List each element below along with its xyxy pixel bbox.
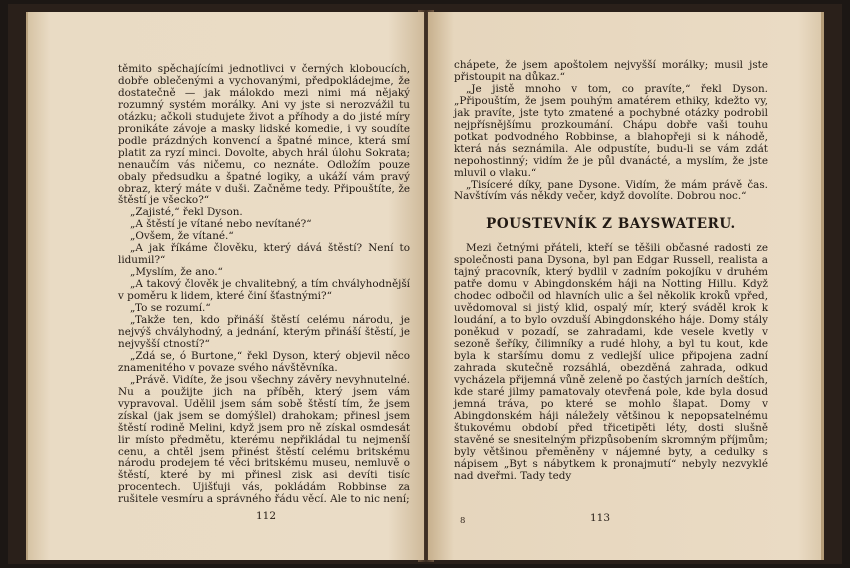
paragraph: těmito spěchajícími jednotlivci v černých kloboucích, dobře oblečenými a vychovanými, předpokládejme, že dostatečně — jak málokdo mezi nimi má nějaký rozumný systém morálky. Ani vy jste si nerozvážil tu otázku; ačkoli studujete život a příhody a do jisté míry pronikáte závoje a masky lidské komedie, i vy soudíte podle prázdných konvencí a špatné mince, která smí platit za ryzí minci. Dovolte, abych hrál úlohu Sokrata; nenaučím vás ničemu, co neznáte. Odložím pouze obaly předsudku a špatné logiky, a ukáží vám pravý obraz, který máte v duši. Začněme tedy. Připouštíte, že štěstí je všecko?“ (118, 63, 410, 207)
paragraph: „A jak říkáme člověku, který dává štěstí? Není to lidumil?“ (118, 242, 410, 267)
left-page-text (118, 64, 410, 506)
paragraph: „Takže ten, kdo přináší štěstí celému národu, je nejvýš chvályhodný, a jednání, kterým přináší štěstí, je nejvyšší ctností?“ (118, 314, 410, 350)
paragraph: „To se rozumí.“ (130, 302, 211, 315)
paragraph: Mezi četnými přáteli, kteří se těšili občasné radosti ze společnosti pana Dysona, byl pan Edgar Russell, realista a tajný pracovník, který bydlil v zadním pokojíku v druhém patře domu v Abingdonském háji na Notting Hillu. Když chodec odbočil od hlavních ulic a šel několik kroků vpřed, uvědomoval si jistý klid, ospalý mír, který sváděl krok k loudání, a to bylo ovzduší Abingdonského háje. Domy stály poněkud v pozadí, se zahradami, kde vesele kvetly v sezoně šeříky, čilimníky a rudé hlohy, a byl tu kout, kde byla k staršímu domu z vedlejší ulice připojena zadní zahrada skutečně rozsáhlá, obezděná zahrada, odkud vycházela přijemná vůně zeleně po častých jarních deštích, kde staré jilmy pamatovaly otevřená pole, kde byla dosud jemná tráva, po které se mohlo šlapat. Domy v Abingdonském háji náležely většinou k nepopsatelnému štukovému období před třicetipěti léty, dosti slušně stavěné se snesitelným přizpůsobením skromným příjmům; byly většinou přeměněny v nájemné byty, a cedulky s nápisem „Byt s nábytkem k pronajmutí“ nebyly nezvyklé nad dveřmi. Tady tedy (454, 242, 768, 482)
right-page-text (454, 60, 768, 482)
paragraph: „A takový člověk je chvalitebný, a tím chvályhodnější v poměru k lidem, které činí šťastnými?“ (118, 278, 410, 303)
right-page-text-before-heading (454, 60, 768, 203)
paragraph: „Zajisté,“ řekl Dyson. (130, 206, 243, 219)
right-page-text-after-heading (454, 243, 768, 482)
paragraph: chápete, že jsem apoštolem nejvyšší morálky; musil jste přistoupit na důkaz.“ (454, 59, 768, 83)
paragraph: „Myslím, že ano.“ (130, 266, 223, 279)
chapter-heading: POUSTEVNÍK Z BAYSWATERU. (486, 216, 736, 233)
open-book (8, 4, 842, 564)
paragraph: „Je jistě mnoho v tom, co pravíte,“ řekl Dyson. „Připouštím, že jsem pouhým amatérem ethiky, kdežto vy, jak pravíte, jste tyto zmatené a pochybné otázky podrobil nejpřísnějšímu prozkoumání. Chápu dobře vaši touhu potkat podvodného Robbinse, a blahopřeji si k náhodě, která nás seznámila. Ale odpustíte, budu-li se vám zdát nepohostinný; vidím že je půl dvanácté, a myslím, že jste mluvil o vlaku.“ (454, 82, 768, 179)
printer-signature-mark: 8 (460, 516, 466, 526)
left-page-number: 112 (256, 510, 277, 522)
paragraph: „Právě. Vidíte, že jsou všechny závěry nevyhnutelné. Nu a použijte jich na příběh, který jsem vám vypravoval. Udělil jsem sám sobě štěstí tím, že jsem získal (jak jsem se domýšlel) drahokam; přinesl jsem štěstí rodině Melini, když jsem pro ně získal osmdesát lir místo předmětu, kterému nepřikládal tu nejmenší cenu, a chtěl jsem přinést štěstí celému britskému národu prodejem té věci britskému museu, nemluvě o štěstí, které by mi přinesl zisk asi devíti tisíc procentech. Ujišťuji vás, pokládám Robbinse za rušitele vesmíru a správného řádu věcí. Ale to nic není; (118, 373, 410, 506)
paragraph: „A štěstí je vítané nebo nevítané?“ (130, 218, 312, 231)
paragraph: „Ovšem, že vítané.“ (130, 230, 234, 243)
left-page (26, 12, 424, 560)
right-page-number: 113 (590, 512, 611, 524)
paragraph: „Tisíceré díky, pane Dysone. Vidím, že mám právě čas. Navštívím vás někdy večer, když dovolíte. Dobrou noc.“ (454, 178, 768, 203)
right-page (428, 12, 824, 560)
paragraph: „Zdá se, ó Burtone,“ řekl Dyson, který objevil něco znamenitého v povaze svého návštěvníka. (118, 349, 410, 374)
